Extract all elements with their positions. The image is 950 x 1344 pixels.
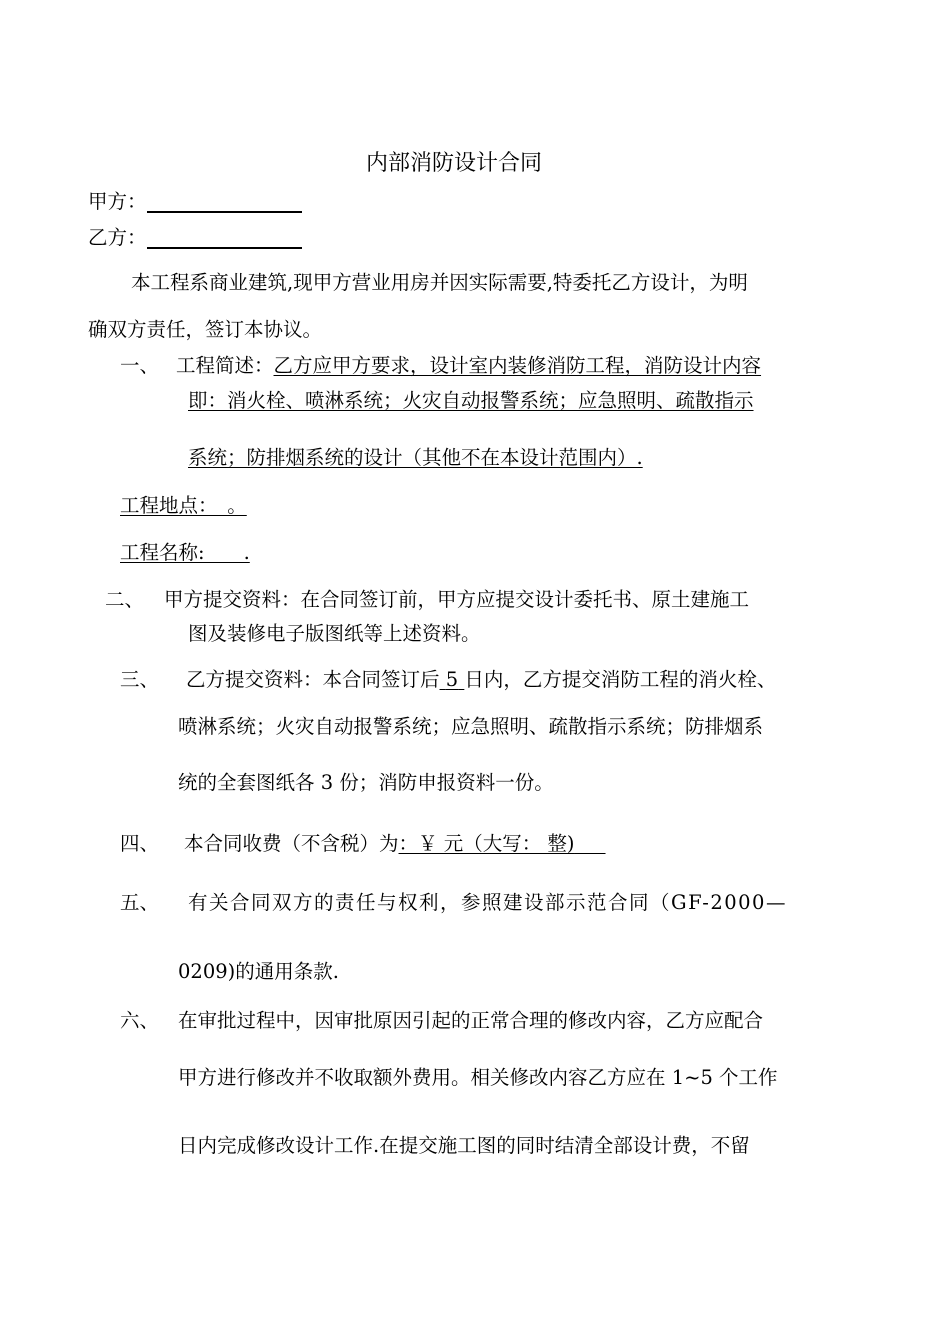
- party-a-line: [88, 192, 302, 213]
- document-title: 内部消防设计合同: [366, 151, 543, 176]
- section-4-fee: ：￥ 元（大写： 整): [398, 832, 575, 855]
- section-6-line-2: 甲方进行修改并不收取额外费用。相关修改内容乙方应在 1~5 个工作: [178, 1066, 778, 1089]
- section-1-line-1: [176, 356, 761, 376]
- section-3-line-1: [186, 670, 776, 690]
- section-1-line-2: 即：消火栓、喷淋系统；火灾自动报警系统；应急照明、疏散指示: [188, 389, 754, 412]
- section-4-text-1a: 本合同收费（不含税）为: [184, 832, 399, 855]
- project-name: 工程名称: .: [120, 541, 250, 564]
- section-2-line-1: 甲方提交资料：在合同签订前，甲方应提交设计委托书、原土建施工: [164, 588, 750, 611]
- party-b-line: [88, 228, 302, 249]
- section-6-number: 六、: [120, 1009, 160, 1032]
- section-6-line-3: 日内完成修改设计工作.在提交施工图的同时结清全部设计费，不留: [178, 1134, 750, 1157]
- party-b-label: 乙方：: [88, 226, 147, 249]
- section-1-line-3: 系统；防排烟系统的设计（其他不在本设计范围内）.: [188, 446, 643, 469]
- section-1-label: 工程简述：: [176, 354, 274, 377]
- section-3-line-3: 统的全套图纸各 3 份；消防申报资料一份。: [178, 771, 554, 794]
- intro-line-1: 本工程系商业建筑,现甲方营业用房并因实际需要,特委托乙方设计，为明: [131, 271, 748, 294]
- section-3-text-1b: 日内，乙方提交消防工程的消火栓、: [464, 668, 777, 691]
- section-4-number: 四、: [120, 832, 160, 855]
- section-3-number: 三、: [120, 668, 160, 691]
- section-2-line-2: 图及装修电子版图纸等上述资料。: [188, 622, 481, 645]
- section-1-text-1: 乙方应甲方要求，设计室内装修消防工程，消防设计内容: [273, 354, 762, 377]
- section-3-text-1a: 乙方提交资料：本合同签订后: [186, 668, 440, 691]
- section-5-number: 五、: [120, 891, 160, 914]
- section-5-line-1: 有关合同双方的责任与权利，参照建设部示范合同（GF-2000—: [188, 891, 787, 914]
- section-3-line-2: 喷淋系统；火灾自动报警系统；应急照明、疏散指示系统；防排烟系: [178, 715, 764, 738]
- party-b-blank: [147, 229, 302, 249]
- section-1-number: 一、: [120, 354, 160, 377]
- section-6-line-1: 在审批过程中，因审批原因引起的正常合理的修改内容，乙方应配合: [178, 1009, 764, 1032]
- section-2-number: 二、: [105, 588, 145, 611]
- section-3-days: 5: [445, 668, 459, 691]
- party-a-label: 甲方：: [88, 190, 147, 213]
- section-5-line-2: 0209)的通用条款.: [178, 960, 339, 983]
- project-location: 工程地点： 。: [120, 494, 247, 517]
- section-4-line-1: [184, 834, 606, 854]
- intro-line-2: 确双方责任，签订本协议。: [88, 318, 323, 341]
- party-a-blank: [147, 193, 302, 213]
